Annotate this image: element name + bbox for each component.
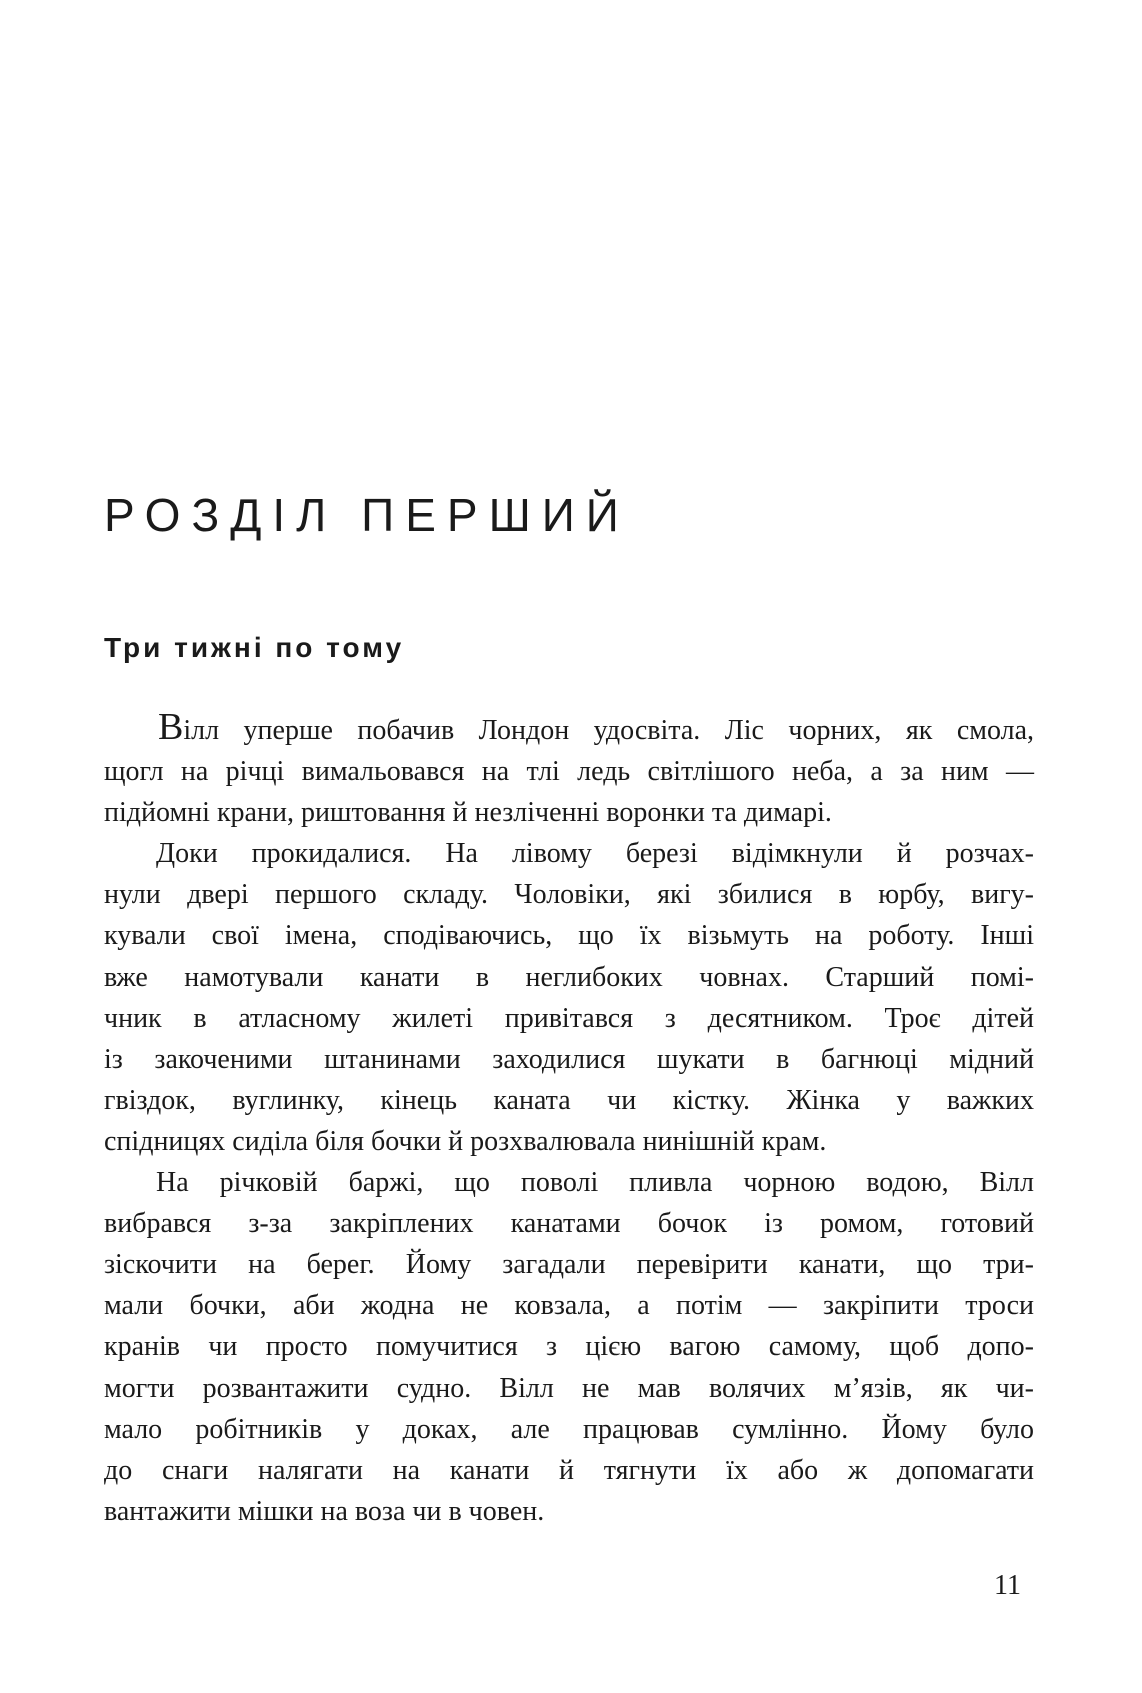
text-line: могти розвантажити судно. Вілл не мав волячих м’язів, як чи- — [104, 1372, 1034, 1404]
text-line: спідницях сиділа біля бочки й розхвалювала нинішній крам. — [104, 1125, 827, 1157]
text-line: Доки прокидалися. На лівому березі відімкнули й розчах- — [156, 838, 1034, 870]
body-text — [104, 706, 1034, 1532]
chapter-subtitle: Три тижні по тому — [104, 632, 405, 663]
text-line: гвіздок, вуглинку, кінець каната чи кістку. Жінка у важких — [104, 1084, 1034, 1116]
text-line: вибрався з-за закріплених канатами бочок із ромом, готовий — [104, 1208, 1034, 1240]
text-line: щогл на річці вимальовався на тлі ледь світлішого неба, а за ним — — [104, 756, 1034, 788]
text-line: На річковій баржі, що поволі пливла чорною водою, Вілл — [156, 1167, 1034, 1199]
paragraph-2 — [104, 833, 1034, 1162]
text-line: вже намотували канати в неглибоких човнах. Старший помі- — [104, 961, 1034, 993]
text-line: мало робітників у доках, але працював сумлінно. Йому було — [104, 1413, 1034, 1445]
text-line: кранів чи просто помучитися з цією вагою самому, щоб допо- — [104, 1331, 1034, 1363]
text-line: мали бочки, аби жодна не ковзала, а потім — закріпити троси — [104, 1290, 1034, 1322]
text-line: вантажити мішки на воза чи в човен. — [104, 1495, 545, 1527]
text-line: нули двері першого складу. Чоловіки, які збилися в юрбу, вигу- — [104, 879, 1034, 911]
paragraph-3 — [104, 1162, 1034, 1532]
text-line: кували свої імена, сподіваючись, що їх візьмуть на роботу. Інші — [104, 920, 1034, 952]
chapter-title: РОЗДІЛ ПЕРШИЙ — [104, 489, 630, 541]
text-line — [104, 706, 1034, 751]
text-line: до снаги налягати на канати й тягнути їх або ж допомагати — [104, 1454, 1034, 1486]
page-number: 11 — [994, 1570, 1021, 1601]
text-line: підйомні крани, риштовання й незліченні воронки та димарі. — [104, 797, 832, 829]
text-line: зіскочити на берег. Йому загадали перевірити канати, що три- — [104, 1249, 1034, 1281]
text-line-content: ілл уперше побачив Лондон удосвіта. Ліс чорних, як смола, — [183, 715, 1034, 746]
drop-cap: В — [158, 706, 184, 748]
text-line: із закоченими штанинами заходилися шукати в багнюці мідний — [104, 1043, 1034, 1075]
text-line: чник в атласному жилеті привітався з десятником. Троє дітей — [104, 1002, 1034, 1034]
paragraph-1 — [104, 706, 1034, 833]
